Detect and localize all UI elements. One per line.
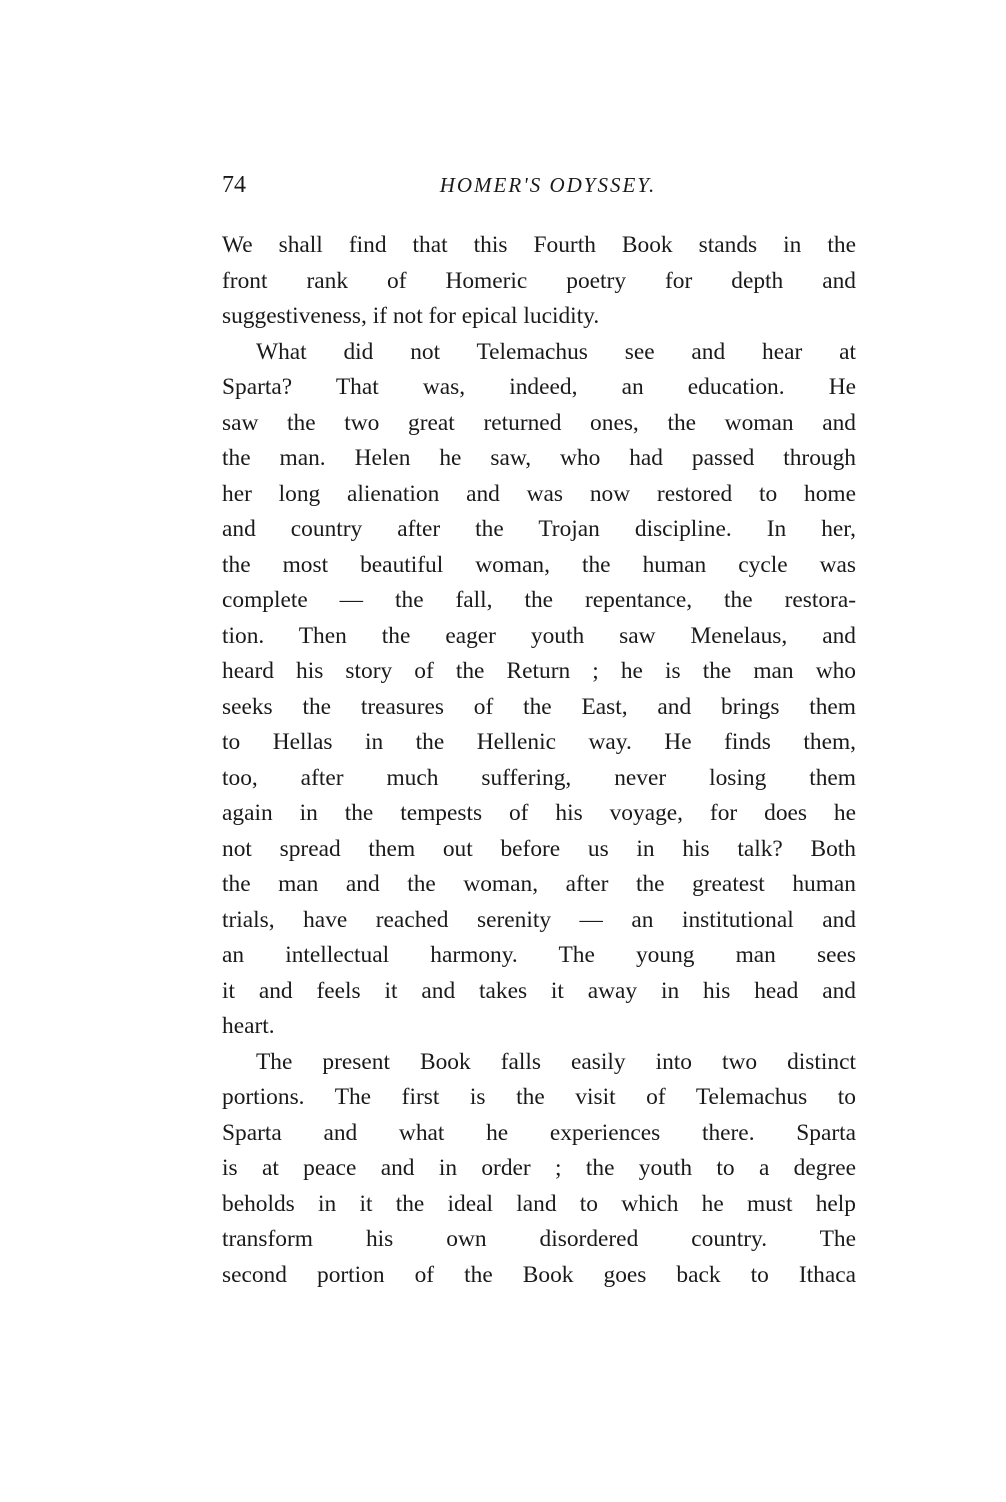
text-line: seeks the treasures of the East, and brings them bbox=[222, 693, 856, 720]
text-line: tion. Then the eager youth saw Menelaus, and bbox=[222, 622, 856, 649]
text-line: Sparta? That was, indeed, an education. He bbox=[222, 374, 856, 400]
text-line: her long alienation and was now restored to home bbox=[222, 480, 856, 507]
paragraph-start-line: The present Book falls easily into two distinct bbox=[256, 1048, 856, 1075]
text-line: and country after the Trojan discipline. In her, bbox=[222, 516, 856, 542]
running-head: HOMER'S ODYSSEY. bbox=[439, 173, 657, 197]
text-line: again in the tempests of his voyage, for does he bbox=[222, 800, 856, 826]
text-line: the most beautiful woman, the human cycle was bbox=[222, 551, 856, 578]
body-text bbox=[222, 228, 856, 1293]
paragraph-start-line: What did not Telemachus see and hear at bbox=[256, 338, 856, 365]
text-line: suggestiveness, if not for epical lucidity. bbox=[222, 303, 600, 329]
text-line: it and feels it and takes it away in his head and bbox=[222, 977, 856, 1004]
page-header bbox=[222, 170, 856, 204]
text-line: heard his story of the Return ; he is the man who bbox=[222, 658, 856, 684]
text-line: We shall find that this Fourth Book stands in the bbox=[222, 232, 856, 258]
text-line: Sparta and what he experiences there. Sparta bbox=[222, 1119, 856, 1146]
text-line: to Hellas in the Hellenic way. He finds them, bbox=[222, 729, 856, 755]
text-line: the man and the woman, after the greatest human bbox=[222, 871, 856, 897]
text-line: heart. bbox=[222, 1013, 275, 1039]
text-line: too, after much suffering, never losing them bbox=[222, 764, 856, 791]
text-line: trials, have reached serenity — an institutional and bbox=[222, 906, 856, 933]
text-line: front rank of Homeric poetry for depth and bbox=[222, 267, 856, 294]
text-line: portions. The first is the visit of Telemachus to bbox=[222, 1084, 856, 1110]
text-line: transform his own disordered country. The bbox=[222, 1226, 856, 1252]
text-line: beholds in it the ideal land to which he must help bbox=[222, 1190, 856, 1217]
text-line: saw the two great returned ones, the woman and bbox=[222, 409, 856, 436]
text-line: an intellectual harmony. The young man sees bbox=[222, 942, 856, 968]
text-line: second portion of the Book goes back to Ithaca bbox=[222, 1261, 856, 1288]
text-line: the man. Helen he saw, who had passed through bbox=[222, 445, 856, 471]
text-line: is at peace and in order ; the youth to a degree bbox=[222, 1155, 856, 1181]
page-number: 74 bbox=[222, 172, 246, 198]
text-line: complete — the fall, the repentance, the restora- bbox=[222, 587, 856, 613]
text-line: not spread them out before us in his talk? Both bbox=[222, 835, 856, 862]
